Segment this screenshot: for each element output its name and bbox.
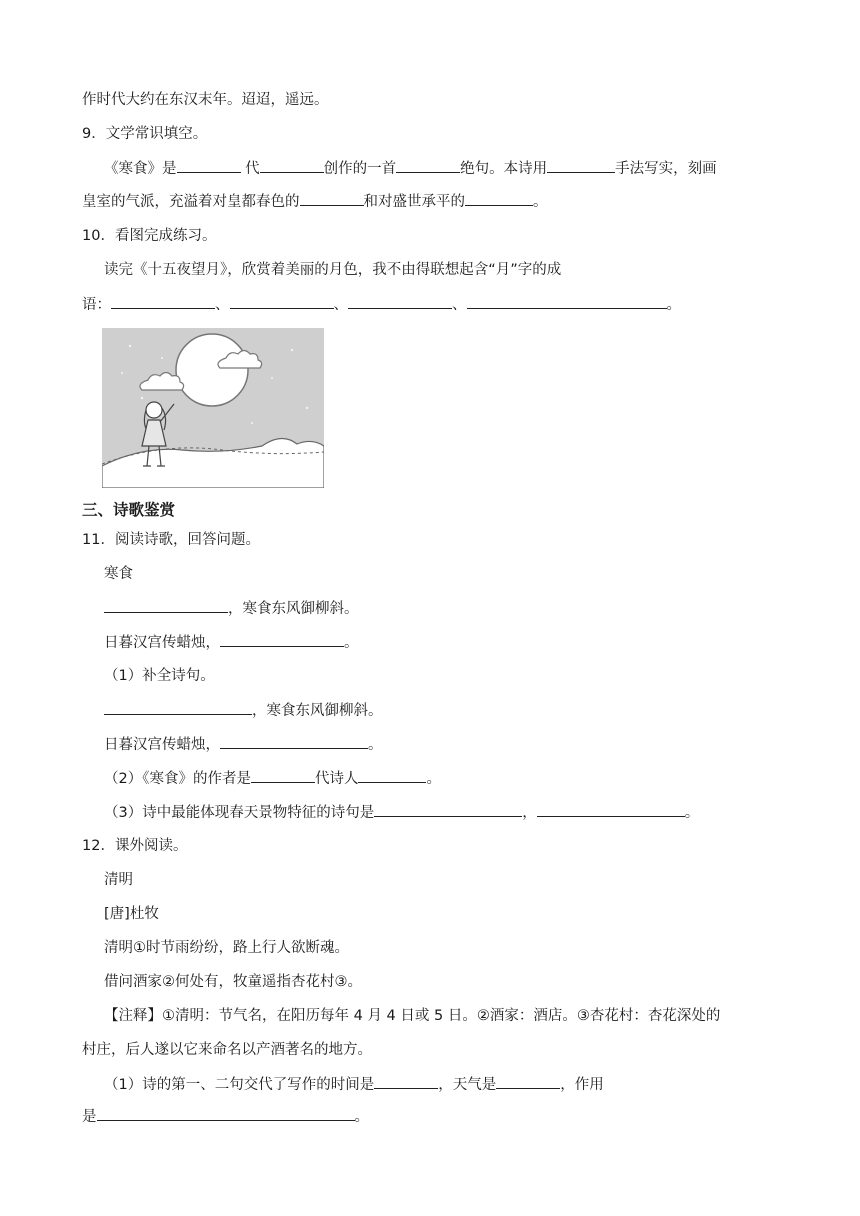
annotation-line-1: 【注释】①清明：节气名，在阳历每年 4 月 4 日或 5 日。②酒家：酒店。③杏花村：杏花深处的 bbox=[104, 1008, 721, 1024]
answer-blank[interactable] bbox=[220, 734, 368, 749]
text: ，寒食东风御柳斜。 bbox=[252, 703, 383, 719]
question-10-prompt: 读完《十五夜望月》，欣赏着美丽的月色，我不由得联想起含“月”字的成 bbox=[104, 262, 562, 278]
text: 手法写实，刻画 bbox=[615, 161, 717, 177]
separator: 、 bbox=[452, 297, 467, 313]
answer-blank[interactable] bbox=[467, 294, 667, 309]
poem-title: 清明 bbox=[104, 872, 133, 888]
question-12-sub-1 bbox=[104, 1074, 604, 1095]
answer-blank[interactable] bbox=[537, 802, 685, 817]
text: ，寒食东风御柳斜。 bbox=[228, 601, 359, 617]
answer-blank[interactable] bbox=[300, 191, 364, 206]
section-3-heading: 三、诗歌鉴赏 bbox=[82, 501, 176, 519]
answer-blank[interactable] bbox=[358, 768, 426, 783]
text: 绝句。本诗用 bbox=[460, 161, 548, 177]
text: ， bbox=[522, 805, 537, 821]
text: （1）诗的第一、二句交代了写作的时间是 bbox=[104, 1077, 375, 1093]
poem-verse-2: 借问酒家②何处有，牧童遥指杏花村③。 bbox=[104, 974, 362, 990]
answer-blank[interactable] bbox=[104, 700, 252, 715]
text: ，天气是 bbox=[438, 1077, 497, 1093]
text: 。 bbox=[368, 737, 383, 753]
question-11-title: 11．阅读诗歌，回答问题。 bbox=[82, 532, 260, 548]
separator: 、 bbox=[333, 297, 348, 313]
answer-blank[interactable] bbox=[465, 191, 533, 206]
text: 语： bbox=[82, 297, 111, 313]
answer-blank[interactable] bbox=[396, 158, 460, 173]
question-11-sub-3 bbox=[104, 802, 699, 823]
question-10-title: 10．看图完成练习。 bbox=[82, 228, 217, 244]
text: 。 bbox=[684, 805, 700, 821]
answer-blank[interactable] bbox=[251, 768, 315, 783]
answer-blank[interactable] bbox=[97, 1106, 355, 1121]
answer-blank[interactable] bbox=[260, 158, 324, 173]
answer-blank[interactable] bbox=[104, 598, 228, 613]
text: 。 bbox=[533, 194, 548, 210]
answer-blank[interactable] bbox=[496, 1074, 560, 1089]
answer-blank[interactable] bbox=[111, 294, 215, 309]
text: 。 bbox=[354, 1109, 369, 1125]
question-9-line-2 bbox=[82, 191, 548, 212]
answer-blank[interactable] bbox=[374, 802, 522, 817]
poem-author: [唐]杜牧 bbox=[104, 906, 159, 922]
question-11-sub-2 bbox=[104, 768, 441, 789]
text: 代 bbox=[240, 161, 260, 177]
question-9-title: 9．文学常识填空。 bbox=[82, 126, 208, 142]
moon-girl-illustration bbox=[102, 328, 324, 488]
answer-blank[interactable] bbox=[348, 294, 452, 309]
text: ，作用 bbox=[560, 1077, 604, 1093]
question-10-blanks bbox=[82, 294, 681, 315]
answer-blank[interactable] bbox=[374, 1074, 438, 1089]
text: 。 bbox=[344, 635, 359, 651]
answer-blank[interactable] bbox=[220, 632, 344, 647]
text-line: 作时代大约在东汉末年。迢迢，遥远。 bbox=[82, 92, 329, 108]
poem-line-2 bbox=[104, 632, 359, 653]
text: （3）诗中最能体现春天景物特征的诗句是 bbox=[104, 805, 375, 821]
poem-title: 寒食 bbox=[104, 566, 133, 582]
poem-line-2-answer bbox=[104, 734, 383, 755]
poem-line-1 bbox=[104, 598, 359, 619]
text: 创作的一首 bbox=[323, 161, 397, 177]
text: （2）《寒食》的作者是 bbox=[104, 771, 251, 787]
separator: 、 bbox=[215, 297, 230, 313]
annotation-line-2: 村庄，后人遂以它来命名以产酒著名的地方。 bbox=[82, 1042, 372, 1058]
text: 代诗人 bbox=[314, 771, 359, 787]
answer-blank[interactable] bbox=[177, 158, 241, 173]
text: 。 bbox=[426, 771, 441, 787]
text: 《寒食》是 bbox=[104, 161, 177, 177]
text: 日暮汉宫传蜡烛， bbox=[104, 737, 220, 753]
question-12-title: 12．课外阅读。 bbox=[82, 838, 188, 854]
poem-verse-1: 清明①时节雨纷纷，路上行人欲断魂。 bbox=[104, 940, 349, 956]
question-12-sub-1-cont bbox=[82, 1106, 369, 1127]
text: 。 bbox=[666, 297, 681, 313]
answer-blank[interactable] bbox=[547, 158, 615, 173]
text: 是 bbox=[82, 1109, 97, 1125]
question-9-line-1 bbox=[104, 158, 717, 179]
poem-line-1-answer bbox=[104, 700, 383, 721]
answer-blank[interactable] bbox=[230, 294, 334, 309]
text: 皇室的气派，充溢着对皇都春色的 bbox=[82, 194, 300, 210]
text: 和对盛世承平的 bbox=[363, 194, 465, 210]
text: 日暮汉宫传蜡烛， bbox=[104, 635, 220, 651]
question-11-sub-1: （1）补全诗句。 bbox=[104, 668, 215, 684]
